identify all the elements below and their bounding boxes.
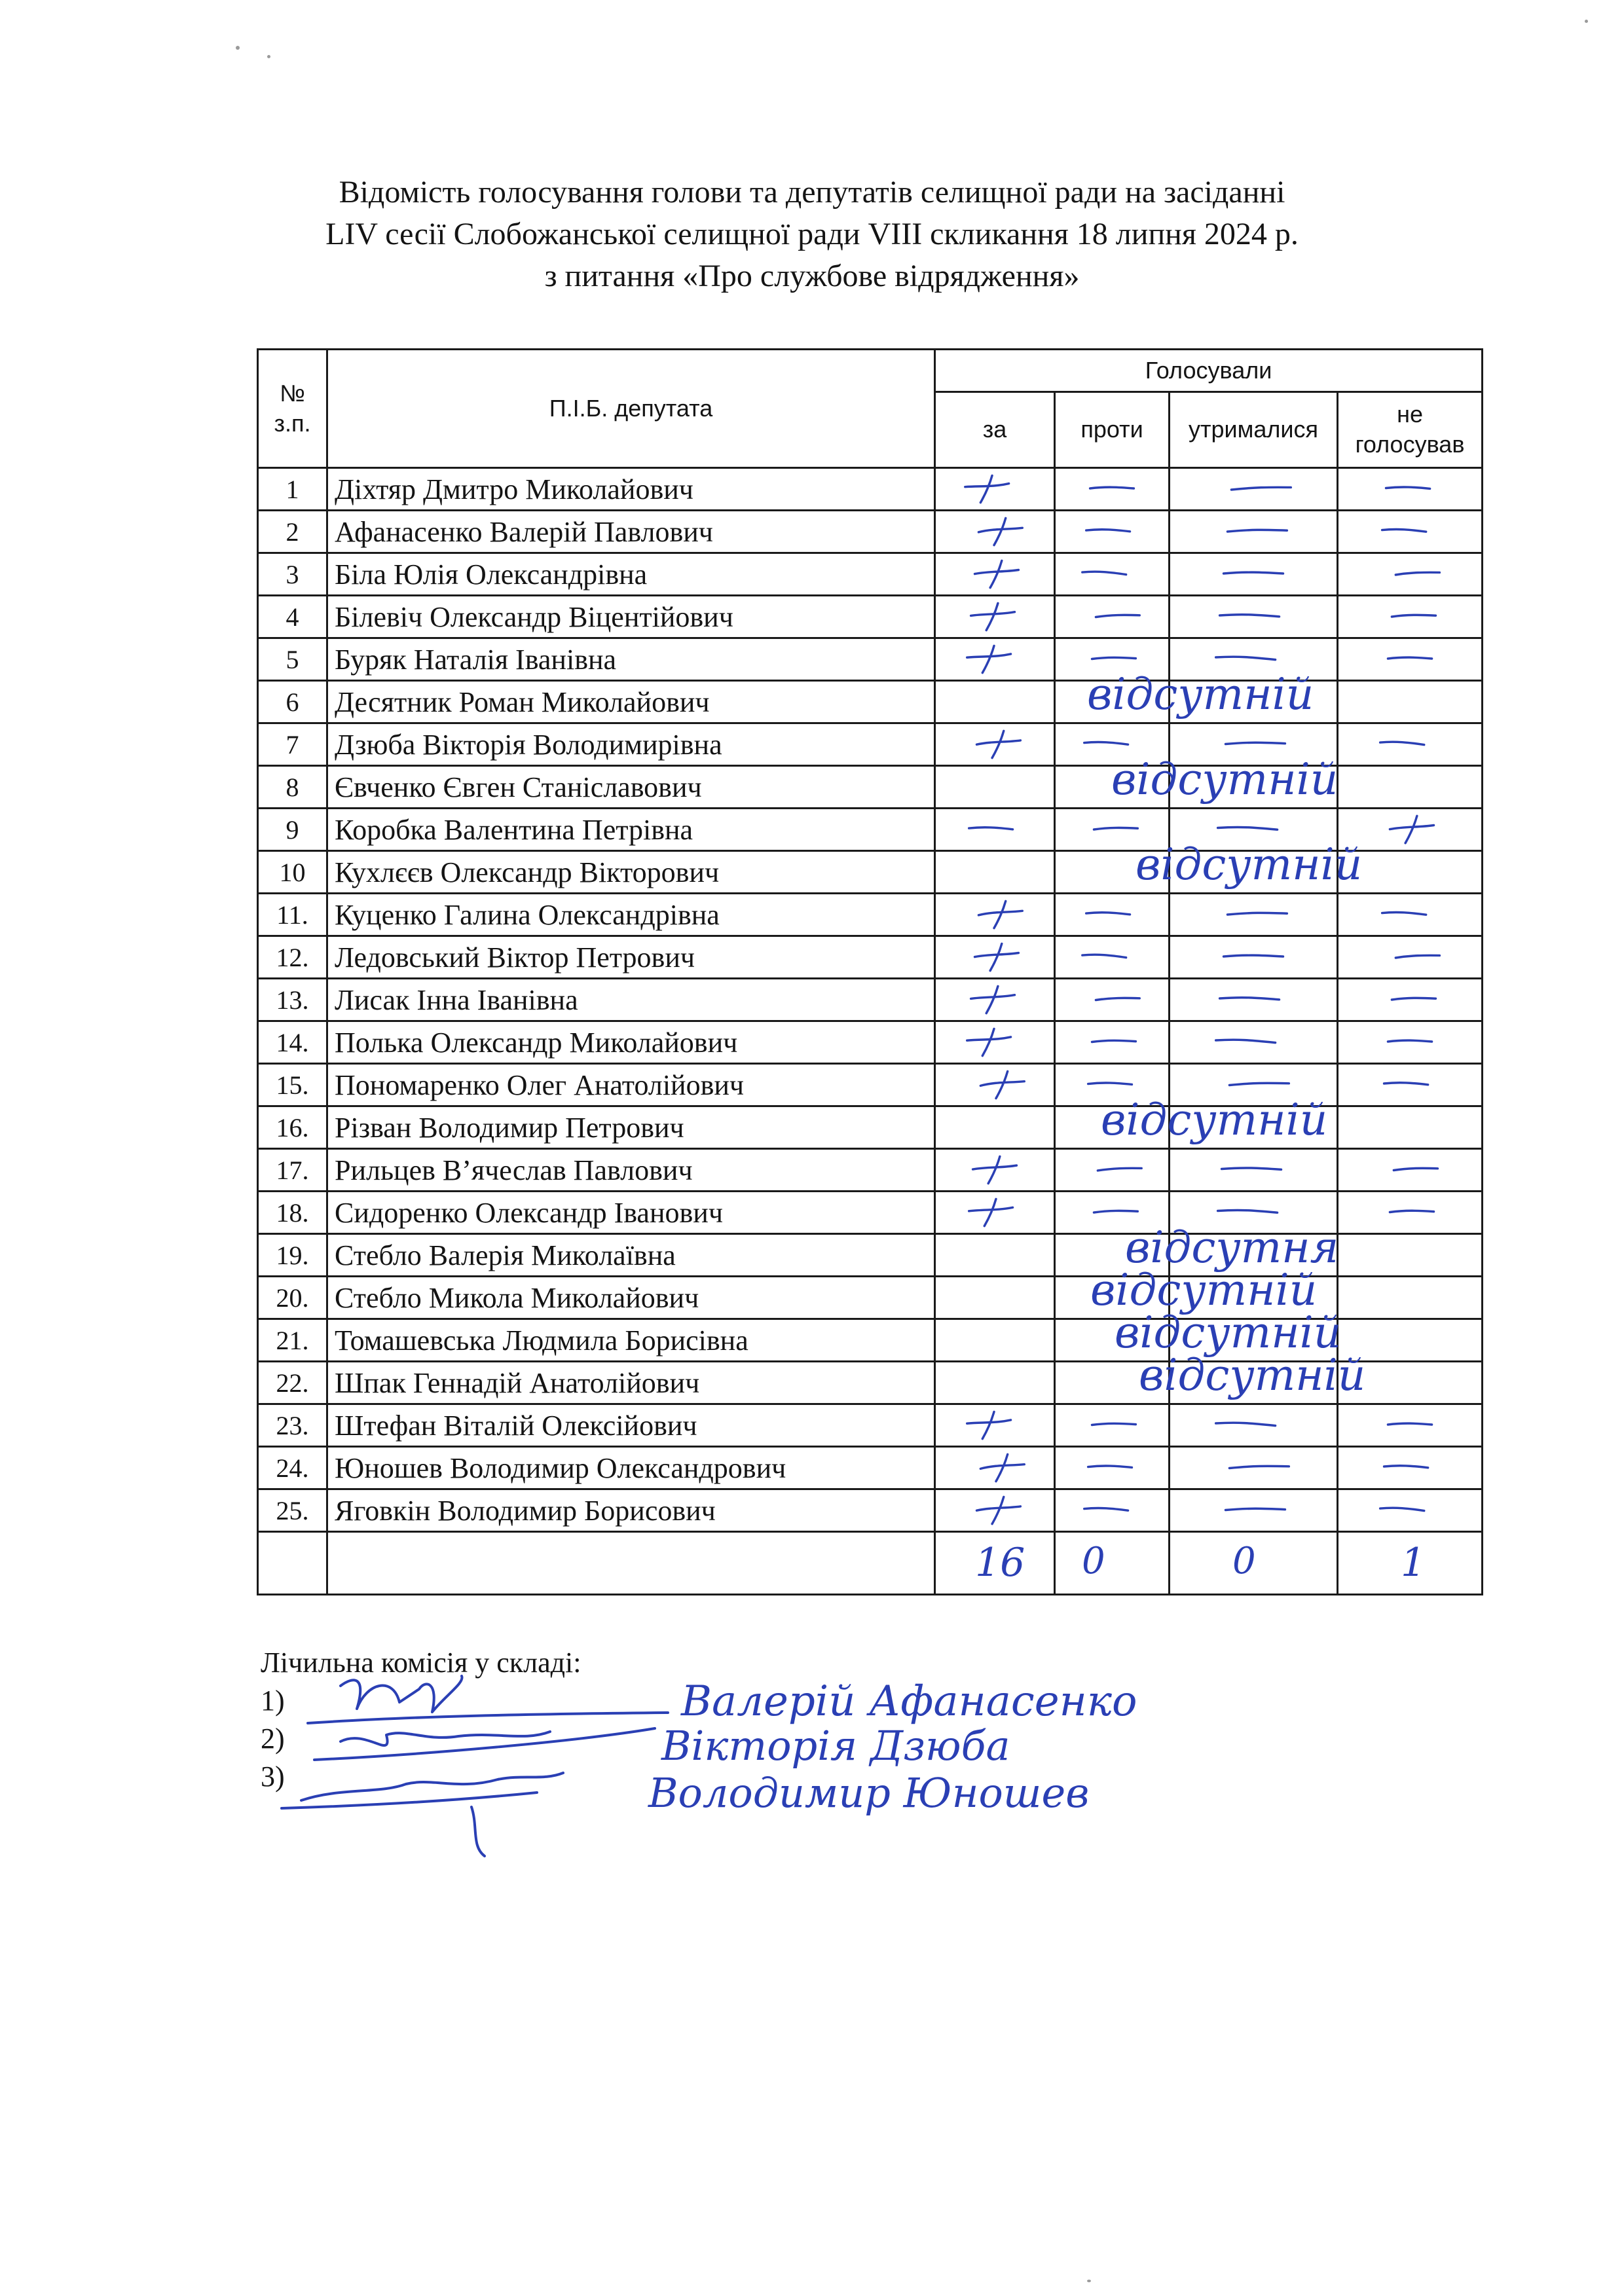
table-row (258, 1489, 1483, 1532)
table-row (258, 1404, 1483, 1447)
dash-mark (1170, 937, 1337, 977)
title-line-3: з питання «Про службове відрядження» (544, 259, 1080, 293)
vote-abstained-cell (1170, 553, 1338, 596)
vote-abstained-cell (1170, 1234, 1338, 1277)
absent-note: відсутній (1090, 1265, 1318, 1315)
plus-mark (936, 639, 1054, 680)
vote-for-cell (935, 1192, 1055, 1234)
vote-against-cell (1055, 1489, 1170, 1532)
vote-abstained-cell (1170, 1149, 1338, 1192)
row-number: 10 (258, 851, 327, 894)
table-row (258, 1149, 1483, 1192)
dash-mark (1056, 1192, 1168, 1233)
vote-abstained-cell (1170, 1277, 1338, 1319)
table-row (258, 1106, 1483, 1149)
dash-mark (1056, 937, 1168, 977)
vote-for-cell (935, 553, 1055, 596)
scan-speck (236, 46, 240, 50)
vote-against-cell (1055, 638, 1170, 681)
scan-speck (1585, 20, 1588, 23)
vote-abstained-cell (1170, 1319, 1338, 1362)
table-row (258, 894, 1483, 936)
vote-against-cell (1055, 766, 1170, 809)
deputy-name: Різван Володимир Петрович (327, 1106, 935, 1149)
title-line-1: Відомість голосування голови та депутатів селищної ради на засіданні (339, 175, 1285, 210)
vote-abstained-cell (1170, 681, 1338, 723)
plus-mark (936, 1490, 1054, 1531)
dash-mark (1170, 1065, 1337, 1105)
dash-mark (1056, 809, 1168, 850)
dash-mark (1338, 596, 1481, 637)
deputy-name: Буряк Наталія Іванівна (327, 638, 935, 681)
vote-against-cell (1055, 1447, 1170, 1489)
row-number: 15. (258, 1064, 327, 1106)
vote-for-cell (935, 1404, 1055, 1447)
dash-mark (1170, 639, 1337, 680)
vote-abstained-cell (1170, 766, 1338, 809)
row-number: 12. (258, 936, 327, 979)
row-number: 9 (258, 809, 327, 851)
row-number: 13. (258, 979, 327, 1021)
dash-mark (1056, 1022, 1168, 1063)
vote-not-voted-cell (1338, 894, 1483, 936)
table-row (258, 596, 1483, 638)
row-number: 8 (258, 766, 327, 809)
table-row (258, 723, 1483, 766)
total-not-voted-cell (1338, 1532, 1483, 1595)
table-row (258, 638, 1483, 681)
row-number: 5 (258, 638, 327, 681)
vote-abstained-cell (1170, 596, 1338, 638)
vote-abstained-cell (1170, 1106, 1338, 1149)
vote-not-voted-cell (1338, 1404, 1483, 1447)
vote-not-voted-cell (1338, 681, 1483, 723)
vote-abstained-cell (1170, 511, 1338, 553)
vote-for-cell (935, 894, 1055, 936)
vote-not-voted-cell (1338, 1362, 1483, 1404)
deputy-name: Кухлєєв Олександр Вікторович (327, 851, 935, 894)
table-row (258, 1362, 1483, 1404)
dash-mark (1056, 1490, 1168, 1531)
dash-mark (1056, 1448, 1168, 1488)
vote-for-cell (935, 1447, 1055, 1489)
dash-mark (1338, 1490, 1481, 1531)
vote-for-cell (935, 1362, 1055, 1404)
dash-mark (1338, 1065, 1481, 1105)
row-number: 22. (258, 1362, 327, 1404)
deputy-name: Полька Олександр Миколайович (327, 1021, 935, 1064)
dash-mark (1056, 1065, 1168, 1105)
plus-mark (936, 511, 1054, 552)
plus-mark (936, 554, 1054, 594)
dash-mark (1338, 1448, 1481, 1488)
plus-mark (936, 1405, 1054, 1446)
vote-against-cell (1055, 979, 1170, 1021)
vote-abstained-cell (1170, 1064, 1338, 1106)
dash-mark (1170, 1192, 1337, 1233)
vote-for-cell (935, 1489, 1055, 1532)
plus-mark (936, 937, 1054, 977)
totals-empty-number (258, 1532, 327, 1595)
row-number: 17. (258, 1149, 327, 1192)
vote-abstained-cell (1170, 1447, 1338, 1489)
vote-against-cell (1055, 1319, 1170, 1362)
vote-not-voted-cell (1338, 1489, 1483, 1532)
row-number: 16. (258, 1106, 327, 1149)
vote-against-cell (1055, 511, 1170, 553)
vote-abstained-cell (1170, 1489, 1338, 1532)
dash-mark (936, 809, 1054, 850)
dash-mark (1056, 639, 1168, 680)
vote-for-cell (935, 596, 1055, 638)
row-number: 18. (258, 1192, 327, 1234)
vote-not-voted-cell (1338, 1447, 1483, 1489)
deputy-name: Євченко Євген Станіславович (327, 766, 935, 809)
header-not-voted: не голосував (1338, 392, 1483, 467)
header-number: № з.п. (258, 350, 327, 468)
vote-against-cell (1055, 1106, 1170, 1149)
deputy-name: Коробка Валентина Петрівна (327, 809, 935, 851)
vote-for-cell (935, 1064, 1055, 1106)
vote-against-cell (1055, 936, 1170, 979)
dash-mark (1170, 511, 1337, 552)
vote-for-cell (935, 809, 1055, 851)
header-voted: Голосували (935, 350, 1483, 392)
dash-mark (1338, 511, 1481, 552)
vote-for-cell (935, 1149, 1055, 1192)
dash-mark (1338, 894, 1481, 935)
dash-mark (1170, 596, 1337, 637)
dash-mark (1338, 1150, 1481, 1190)
vote-not-voted-cell (1338, 1277, 1483, 1319)
vote-abstained-cell (1170, 894, 1338, 936)
vote-for-cell (935, 638, 1055, 681)
row-number: 25. (258, 1489, 327, 1532)
dash-mark (1338, 554, 1481, 594)
vote-abstained-cell (1170, 979, 1338, 1021)
vote-not-voted-cell (1338, 468, 1483, 511)
row-number: 20. (258, 1277, 327, 1319)
vote-abstained-cell (1170, 468, 1338, 511)
deputy-name: Афанасенко Валерій Павлович (327, 511, 935, 553)
deputy-name: Ледовський Віктор Петрович (327, 936, 935, 979)
voting-table (257, 348, 1483, 1595)
table-row (258, 511, 1483, 553)
scan-speck (1087, 2280, 1091, 2282)
plus-mark (936, 1150, 1054, 1190)
vote-against-cell (1055, 809, 1170, 851)
row-number: 11. (258, 894, 327, 936)
vote-against-cell (1055, 1192, 1170, 1234)
vote-against-cell (1055, 468, 1170, 511)
vote-for-cell (935, 1234, 1055, 1277)
svg-text:1: 1 (1401, 1540, 1426, 1586)
vote-not-voted-cell (1338, 723, 1483, 766)
vote-abstained-cell (1170, 936, 1338, 979)
vote-not-voted-cell (1338, 1064, 1483, 1106)
title-line-2: LIV сесії Слобожанської селищної ради VIII скликання 18 липня 2024 р. (325, 217, 1299, 251)
deputy-name: Сидоренко Олександр Іванович (327, 1192, 935, 1234)
vote-not-voted-cell (1338, 1234, 1483, 1277)
dash-mark (1170, 554, 1337, 594)
total-not-voted (1338, 1533, 1483, 1590)
vote-against-cell (1055, 723, 1170, 766)
plus-mark (936, 1022, 1054, 1063)
dash-mark (1056, 469, 1168, 509)
dash-mark (1170, 809, 1337, 850)
table-row (258, 1277, 1483, 1319)
vote-abstained-cell (1170, 723, 1338, 766)
dash-mark (1338, 1192, 1481, 1233)
dash-mark (1338, 937, 1481, 977)
vote-against-cell (1055, 1149, 1170, 1192)
dash-mark (1056, 1405, 1168, 1446)
row-number: 14. (258, 1021, 327, 1064)
deputy-name: Куценко Галина Олександрівна (327, 894, 935, 936)
vote-against-cell (1055, 596, 1170, 638)
table-row (258, 1064, 1483, 1106)
row-number: 6 (258, 681, 327, 723)
absent-note: відсутня (1125, 1222, 1339, 1273)
vote-abstained-cell (1170, 1362, 1338, 1404)
totals-row (258, 1532, 1483, 1595)
vote-abstained-cell (1170, 851, 1338, 894)
scan-speck (267, 55, 270, 58)
table-row (258, 766, 1483, 809)
dash-mark (1338, 724, 1481, 765)
vote-for-cell (935, 766, 1055, 809)
plus-mark (936, 469, 1054, 509)
total-abstained-cell (1170, 1532, 1338, 1595)
deputy-name: Лисак Інна Іванівна (327, 979, 935, 1021)
absent-note: відсутній (1139, 1350, 1366, 1400)
vote-abstained-cell (1170, 1021, 1338, 1064)
dash-mark (1338, 979, 1481, 1020)
dash-mark (1170, 1405, 1337, 1446)
row-number: 7 (258, 723, 327, 766)
absent-note: відсутній (1115, 1307, 1342, 1358)
vote-not-voted-cell (1338, 596, 1483, 638)
vote-against-cell (1055, 1404, 1170, 1447)
commission-item-2: 2) (261, 1722, 285, 1755)
dash-mark (1170, 894, 1337, 935)
totals-empty-name (327, 1532, 935, 1595)
deputy-name: Дзюба Вікторія Володимирівна (327, 723, 935, 766)
dash-mark (1338, 1405, 1481, 1446)
header-abstained: утрималися (1170, 392, 1338, 467)
deputy-name: Діхтяр Дмитро Миколайович (327, 468, 935, 511)
row-number: 19. (258, 1234, 327, 1277)
vote-for-cell (935, 1106, 1055, 1149)
table-row (258, 1234, 1483, 1277)
dash-mark (1338, 1022, 1481, 1063)
vote-abstained-cell (1170, 1192, 1338, 1234)
plus-mark (936, 1448, 1054, 1488)
table-row (258, 979, 1483, 1021)
absent-note: відсутній (1087, 669, 1314, 720)
commission-item-3: 3) (261, 1760, 285, 1793)
vote-for-cell (935, 511, 1055, 553)
table-row (258, 809, 1483, 851)
signature-3-name: Володимир Юношев (648, 1769, 1090, 1817)
deputy-name: Юношев Володимир Олександрович (327, 1447, 935, 1489)
total-against (1056, 1533, 1170, 1590)
vote-for-cell (935, 979, 1055, 1021)
table-row (258, 553, 1483, 596)
row-number: 2 (258, 511, 327, 553)
vote-not-voted-cell (1338, 979, 1483, 1021)
vote-against-cell (1055, 894, 1170, 936)
vote-for-cell (935, 681, 1055, 723)
dash-mark (1056, 979, 1168, 1020)
deputy-name: Стебло Валерія Миколаївна (327, 1234, 935, 1277)
deputy-name: Десятник Роман Миколайович (327, 681, 935, 723)
vote-not-voted-cell (1338, 1192, 1483, 1234)
vote-for-cell (935, 1021, 1055, 1064)
total-for-cell (935, 1532, 1055, 1595)
table-row (258, 1319, 1483, 1362)
table-row (258, 851, 1483, 894)
row-number: 21. (258, 1319, 327, 1362)
total-abstained (1170, 1533, 1338, 1590)
deputy-name: Біла Юлія Олександрівна (327, 553, 935, 596)
vote-for-cell (935, 468, 1055, 511)
deputy-name: Яговкін Володимир Борисович (327, 1489, 935, 1532)
commission-label: Лічильна комісія у складі: (261, 1647, 581, 1679)
vote-for-cell (935, 1277, 1055, 1319)
vote-against-cell (1055, 851, 1170, 894)
vote-against-cell (1055, 681, 1170, 723)
table-row (258, 468, 1483, 511)
dash-mark (1338, 639, 1481, 680)
table-row (258, 1447, 1483, 1489)
dash-mark (1170, 1150, 1337, 1190)
absent-note: відсутній (1101, 1095, 1328, 1145)
vote-not-voted-cell (1338, 1319, 1483, 1362)
vote-not-voted-cell (1338, 1149, 1483, 1192)
plus-mark (936, 1065, 1054, 1105)
signature-2-name: Вікторія Дзюба (661, 1722, 1010, 1770)
vote-against-cell (1055, 553, 1170, 596)
table-row (258, 936, 1483, 979)
dash-mark (1170, 469, 1337, 509)
table-row (258, 1021, 1483, 1064)
row-number: 24. (258, 1447, 327, 1489)
absent-note: відсутній (1111, 754, 1338, 805)
row-number: 1 (258, 468, 327, 511)
deputy-name: Білевіч Олександр Віцентійович (327, 596, 935, 638)
vote-not-voted-cell (1338, 851, 1483, 894)
vote-against-cell (1055, 1021, 1170, 1064)
plus-mark (936, 724, 1054, 765)
plus-mark (936, 894, 1054, 935)
vote-against-cell (1055, 1362, 1170, 1404)
deputy-name: Рильцев В’ячеслав Павлович (327, 1149, 935, 1192)
vote-against-cell (1055, 1064, 1170, 1106)
vote-not-voted-cell (1338, 638, 1483, 681)
dash-mark (1056, 1150, 1168, 1190)
deputy-name: Штефан Віталій Олексійович (327, 1404, 935, 1447)
vote-not-voted-cell (1338, 766, 1483, 809)
header-name: П.І.Б. депутата (327, 350, 935, 468)
deputy-name: Пономаренко Олег Анатолійович (327, 1064, 935, 1106)
row-number: 23. (258, 1404, 327, 1447)
header-for: за (935, 392, 1055, 467)
vote-for-cell (935, 1319, 1055, 1362)
table-row (258, 1192, 1483, 1234)
svg-text:0: 0 (1082, 1540, 1105, 1582)
total-against-cell (1055, 1532, 1170, 1595)
row-number: 4 (258, 596, 327, 638)
vote-not-voted-cell (1338, 809, 1483, 851)
vote-abstained-cell (1170, 809, 1338, 851)
deputy-name: Томашевська Людмила Борисівна (327, 1319, 935, 1362)
total-for (936, 1533, 1055, 1590)
svg-text:16: 16 (975, 1540, 1025, 1586)
vote-not-voted-cell (1338, 1021, 1483, 1064)
plus-mark (936, 596, 1054, 637)
table-row (258, 681, 1483, 723)
vote-not-voted-cell (1338, 511, 1483, 553)
dash-mark (1170, 1448, 1337, 1488)
vote-against-cell (1055, 1277, 1170, 1319)
vote-not-voted-cell (1338, 553, 1483, 596)
vote-for-cell (935, 936, 1055, 979)
plus-mark (1338, 809, 1481, 850)
absent-note: відсутній (1135, 839, 1363, 890)
plus-mark (936, 979, 1054, 1020)
dash-mark (1056, 894, 1168, 935)
svg-text:0: 0 (1232, 1540, 1256, 1582)
vote-abstained-cell (1170, 1404, 1338, 1447)
dash-mark (1170, 1490, 1337, 1531)
vote-not-voted-cell (1338, 1106, 1483, 1149)
deputy-name: Шпак Геннадій Анатолійович (327, 1362, 935, 1404)
vote-against-cell (1055, 1234, 1170, 1277)
plus-mark (936, 1192, 1054, 1233)
row-number: 3 (258, 553, 327, 596)
dash-mark (1056, 596, 1168, 637)
dash-mark (1056, 724, 1168, 765)
commission-item-1: 1) (261, 1685, 285, 1717)
counting-commission (261, 1645, 581, 1796)
vote-not-voted-cell (1338, 936, 1483, 979)
dash-mark (1170, 724, 1337, 765)
dash-mark (1056, 554, 1168, 594)
vote-abstained-cell (1170, 638, 1338, 681)
dash-mark (1056, 511, 1168, 552)
dash-mark (1338, 469, 1481, 509)
vote-for-cell (935, 851, 1055, 894)
header-against: проти (1055, 392, 1170, 467)
signature-1-name: Валерій Афанасенко (681, 1677, 1137, 1726)
dash-mark (1170, 979, 1337, 1020)
document-title (0, 172, 1624, 297)
deputy-name: Стебло Микола Миколайович (327, 1277, 935, 1319)
dash-mark (1170, 1022, 1337, 1063)
vote-for-cell (935, 723, 1055, 766)
